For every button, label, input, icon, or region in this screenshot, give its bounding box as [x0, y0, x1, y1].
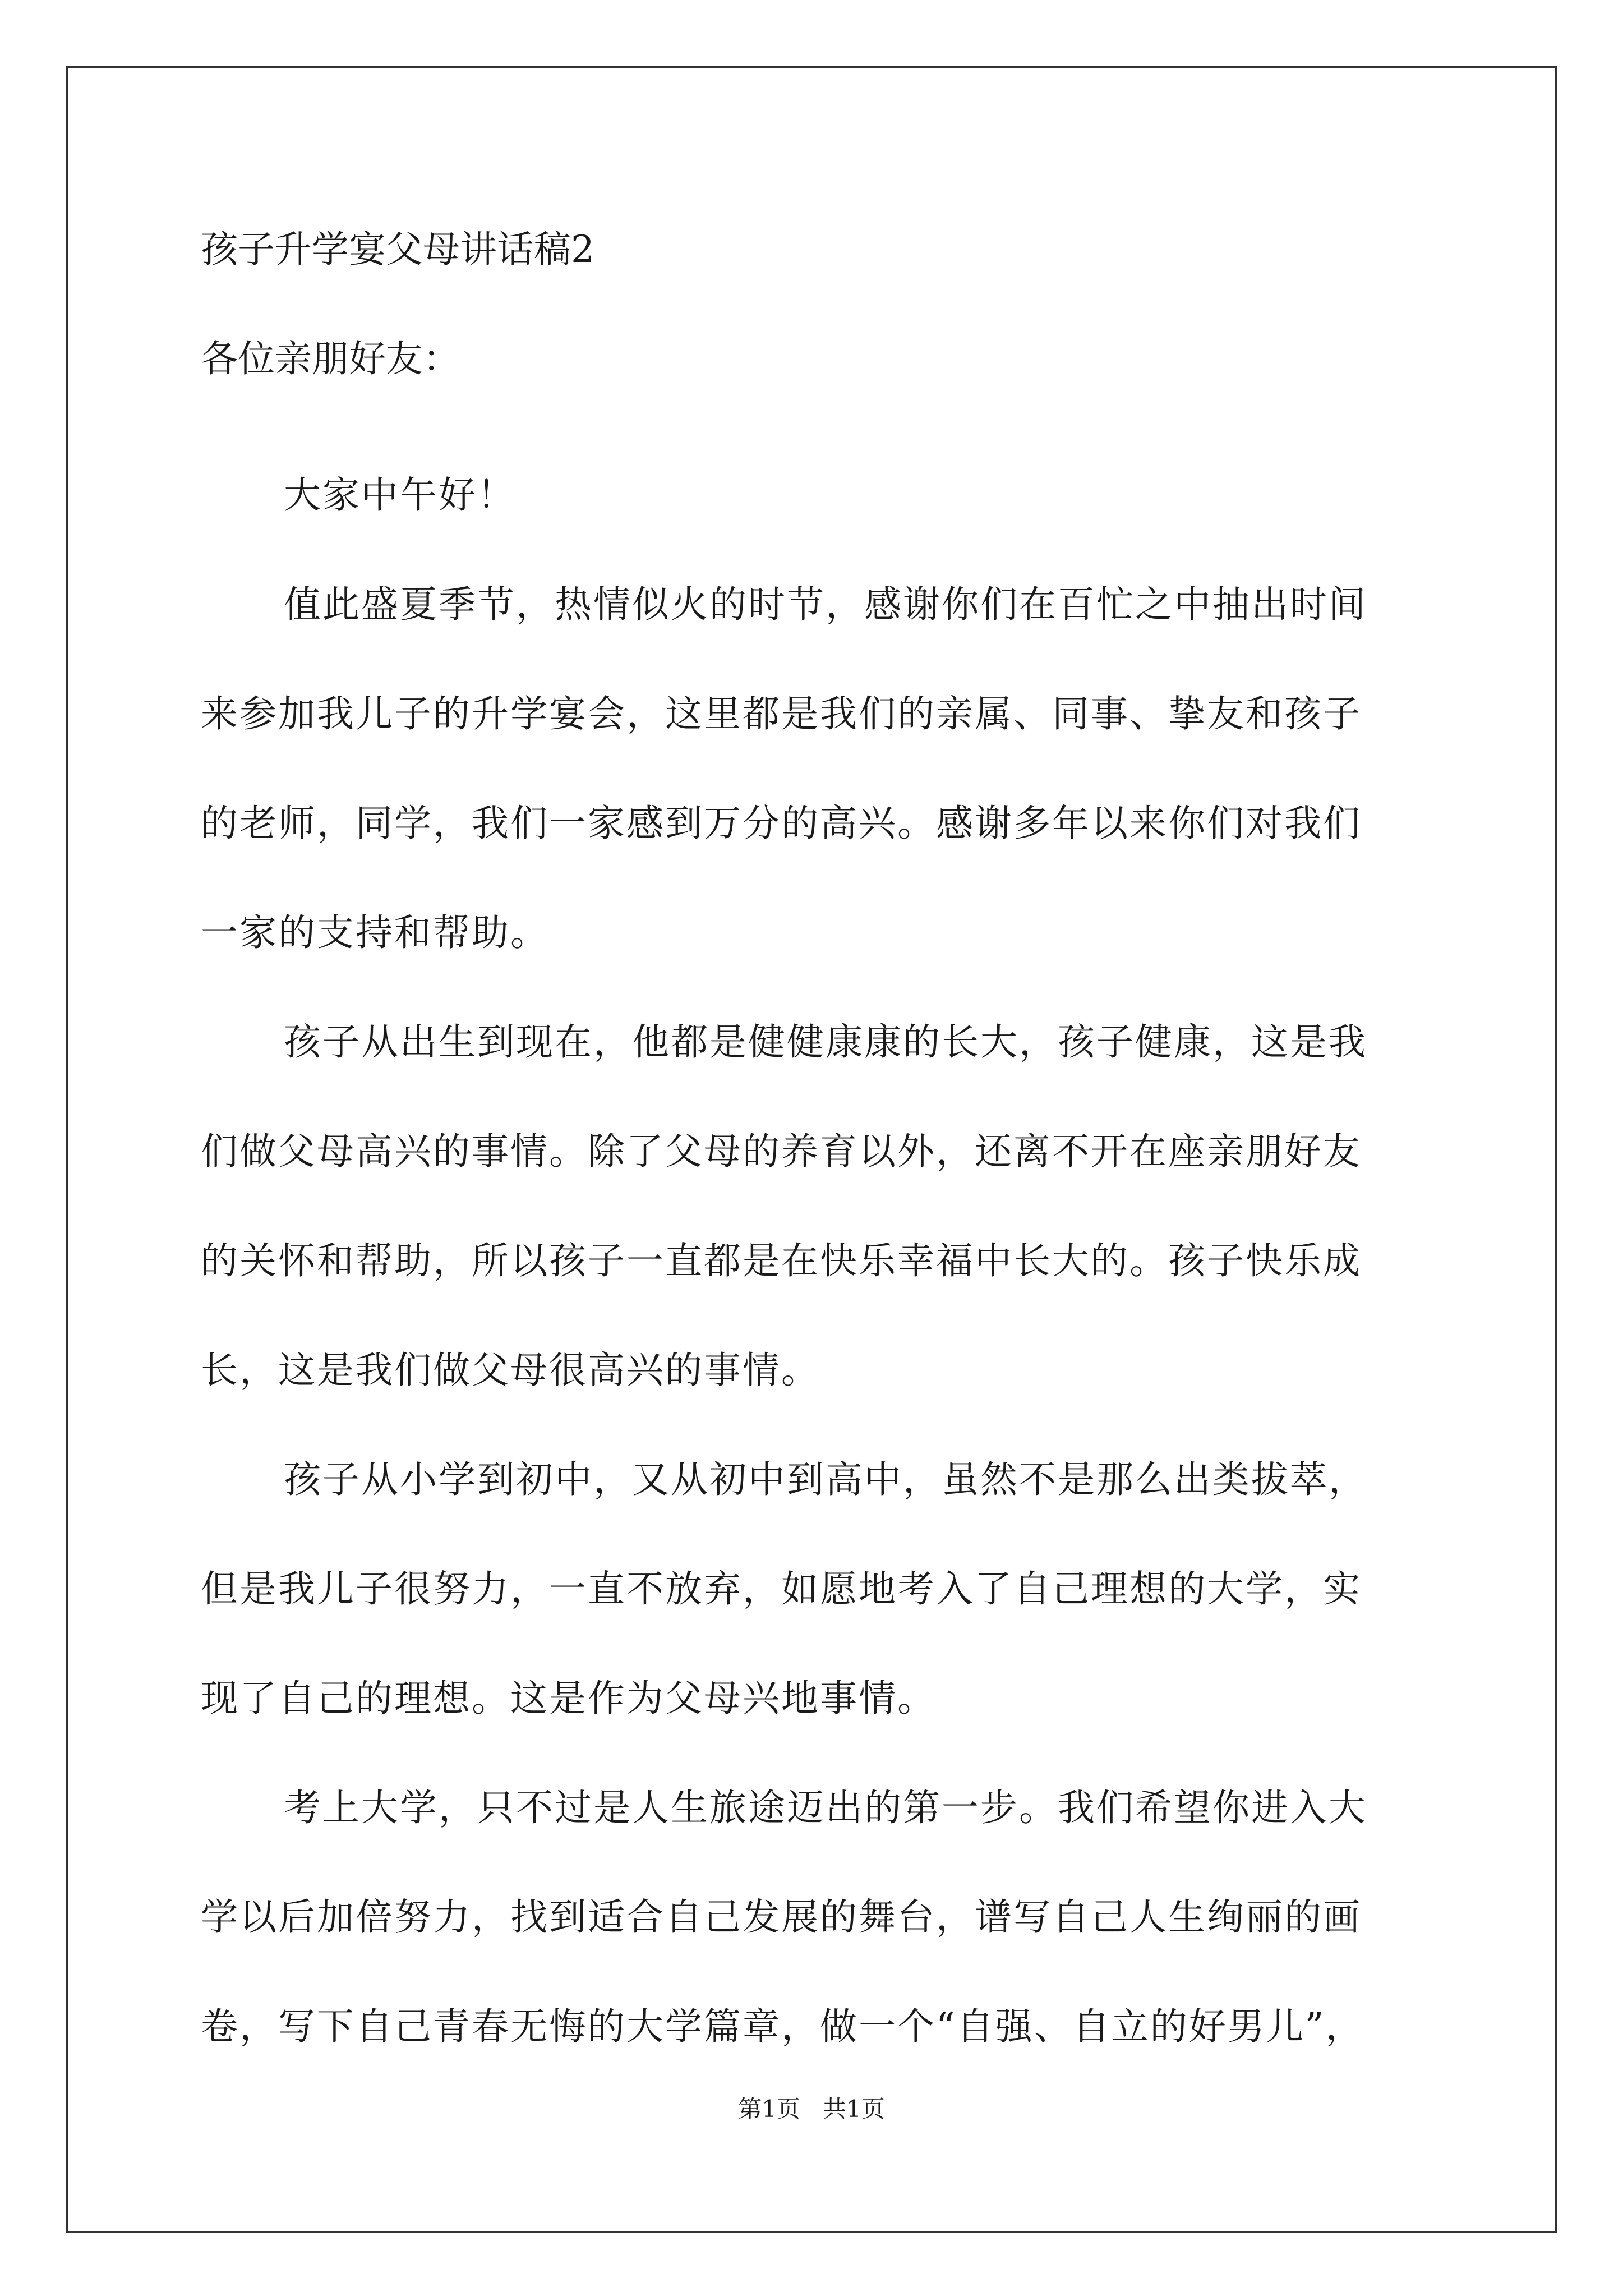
text-line: 的老师，同学，我们一家感到万分的高兴。感谢多年以来你们对我们 — [201, 802, 1362, 845]
text-line: 但是我儿子很努力，一直不放弃，如愿地考入了自己理想的大学，实 — [201, 1567, 1362, 1611]
text-line: 孩子从出生到现在，他都是健健康康的长大，孩子健康，这是我 — [284, 1020, 1367, 1064]
text-line: 现了自己的理想。这是作为父母兴地事情。 — [201, 1677, 936, 1720]
salutation: 各位亲朋好友： — [201, 337, 460, 380]
text-line: 们做父母高兴的事情。除了父母的养育以外，还离不开在座亲朋好友 — [201, 1130, 1362, 1173]
text-line: 值此盛夏季节，热情似火的时节，感谢你们在百忙之中抽出时间 — [284, 583, 1367, 626]
text-line: 大家中午好！ — [284, 473, 516, 517]
text-line: 学以后加倍努力，找到适合自己发展的舞台，谱写自己人生绚丽的画 — [201, 1895, 1362, 1939]
text-line: 卷，写下自己青春无悔的大学篇章，做一个“自强、自立的好男儿”， — [201, 2005, 1364, 2048]
page-footer: 第1页 共1页 — [738, 2095, 885, 2123]
paragraph-lines — [201, 440, 1435, 2081]
text-line: 考上大学，只不过是人生旅途迈出的第一步。我们希望你进入大 — [284, 1786, 1367, 1829]
text-line: 来参加我儿子的升学宴会，这里都是我们的亲属、同事、挚友和孩子 — [201, 692, 1362, 735]
text-line: 一家的支持和帮助。 — [201, 911, 549, 954]
document-title: 孩子升学宴父母讲话稿2 — [201, 228, 594, 271]
text-line: 孩子从小学到初中，又从初中到高中，虽然不是那么出类拔萃， — [284, 1458, 1367, 1501]
text-line: 的关怀和帮助，所以孩子一直都是在快乐幸福中长大的。孩子快乐成 — [201, 1239, 1362, 1282]
document-body — [201, 222, 1435, 2081]
text-line: 长，这是我们做父母很高兴的事情。 — [201, 1349, 820, 1392]
